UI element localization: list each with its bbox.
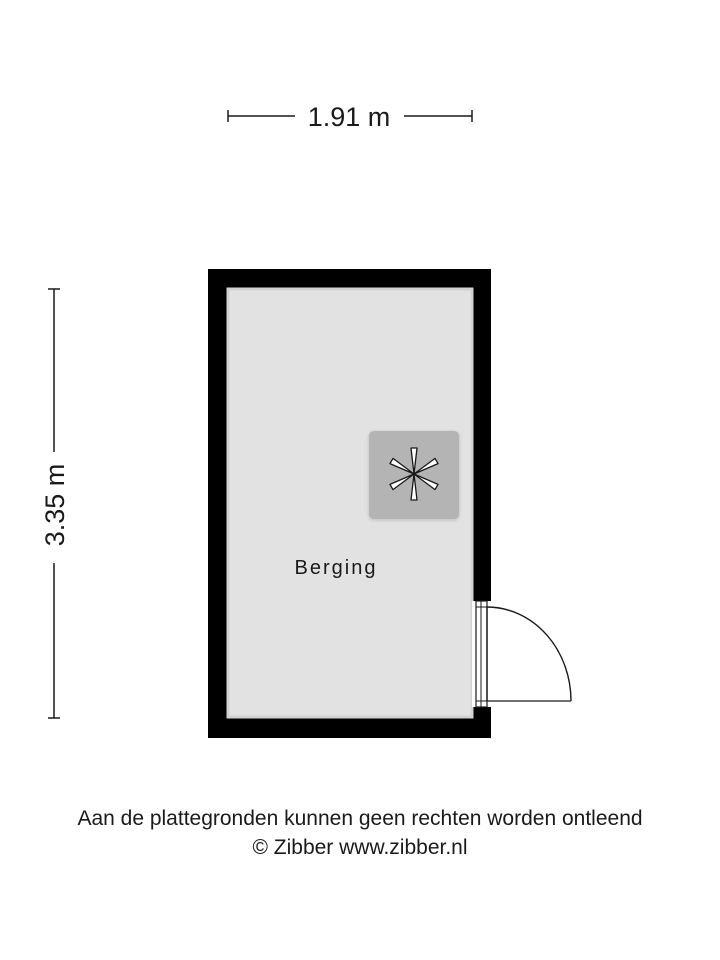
height-label: 3.35 m — [40, 463, 70, 547]
width-label: 1.91 m — [307, 102, 391, 132]
width-dimension — [228, 102, 472, 132]
room-name: Berging — [294, 557, 378, 579]
disclaimer-text: Aan de plattegronden kunnen geen rechten worden ontleend — [77, 807, 643, 830]
copyright-text: © Zibber www.zibber.nl — [252, 836, 468, 859]
room-berging — [208, 269, 571, 738]
height-dimension — [40, 289, 70, 718]
appliance-unit — [368, 431, 460, 521]
door-swing-icon — [487, 607, 571, 701]
